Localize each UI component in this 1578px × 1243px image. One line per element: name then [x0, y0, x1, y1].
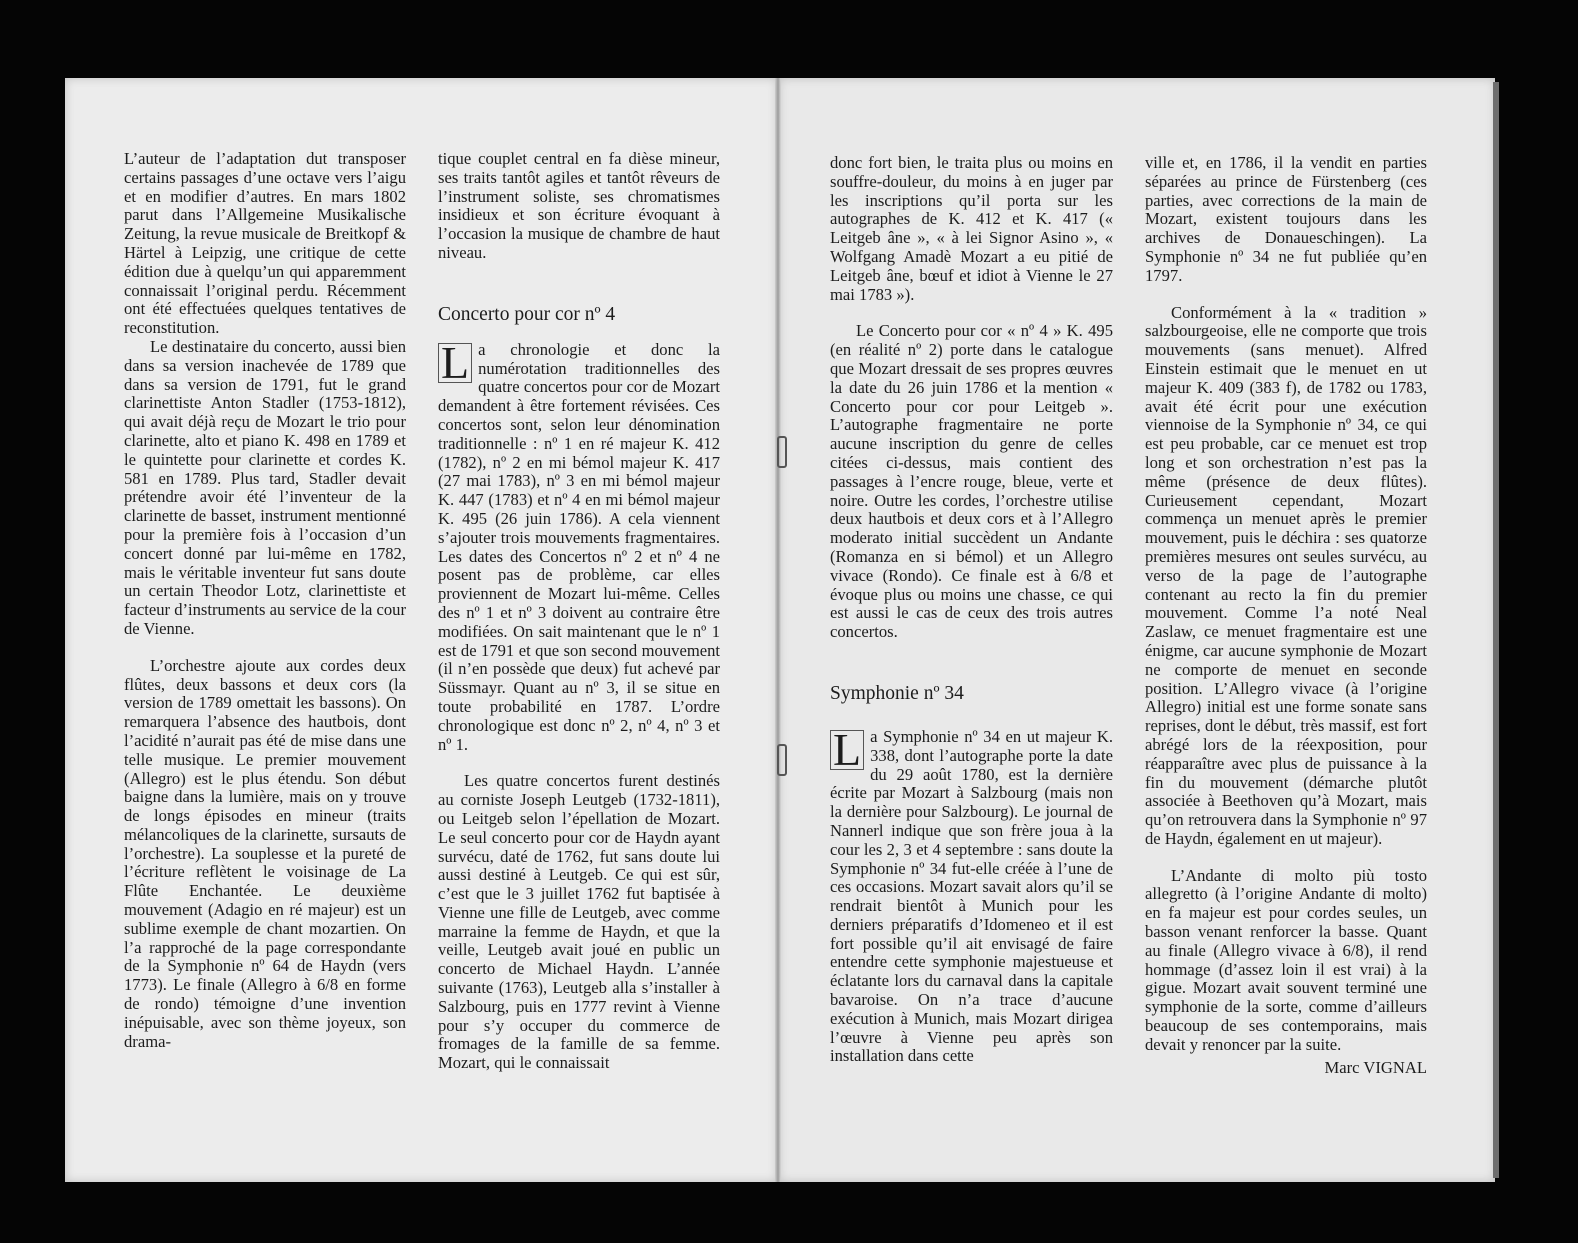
paragraph: Conformément à la « tradition » salzbourgeoise, elle ne comporte que trois mouvements (sans menuet). Alfred Einstein estimait que le menuet en ut majeur K. 409 (383 f), de 1782 ou 1783, avait été écrit pour une exécution viennoise de la Symphonie nº 34, ce qui est peu probable, car ce menuet est trop long et son orchestration n’est pas la même (présence de deux flûtes). Curieusement cependant, Mozart commença un menuet après le premier mouvement, puis le déchira : ses quatorze premières mesures ont seules survécu, au verso de la page de l’autographe contenant au recto la fin du premier mouvement. Comme l’a noté Neal Zaslaw, ce menuet fragmentaire est une énigme, car aucune symphonie de Mozart ne comporte de menuet en seconde position. L’Allegro vivace (à l’origine Allegro) initial est une forme sonate sans reprises, dont le début, très massif, est fort abrégé lors de la réexposition, pour réapparaître avec plus de puissance à la fin du mouvement (démarche plutôt associée à Beethoven qu’à Mozart, mais qu’on retrouvera dans la Symphonie nº 97 de Haydn, également en ut majeur).: [1145, 302, 1427, 848]
paragraph: a chronologie et donc la numérotation traditionnelles des quatre concertos pour cor de Mozart demandent à être fortement révisées. Ces concertos sont, selon leur dénomination traditionnelle : nº 1 en ré majeur K. 412 (1782), nº 2 en mi bémol majeur K. 417 (27 mai 1783), nº 3 en mi bémol majeur K. 447 (1783) et nº 4 en mi bémol majeur K. 495 (26 juin 1786). A cela viennent s’ajouter trois mouvements fragmentaires. Les dates des Concertos nº 2 et nº 4 ne posent pas de problème, car elles proviennent de Mozart lui-même. Celles des nº 1 et nº 3 doivent au contraire être modifiées. On sait maintenant que le nº 1 est de 1791 et que son second mouvement (il n’en possède que deux) fut achevé par Süssmayr. Quant au nº 3, il se situe en toute probabilité en 1787. L’ordre chronologique est donc nº 2, nº 4, nº 3 et nº 1.: [438, 339, 720, 754]
paragraph: Les quatre concertos furent destinés au corniste Joseph Leutgeb (1732-1811), ou Leitgeb selon l’épellation de Mozart. Le seul concerto pour cor de Haydn ayant survécu, daté de 1762, fut sans doute lui aussi destiné à Leutgeb. Ce qui est sûr, c’est que le 3 juillet 1762 fut baptisée à Vienne une fille de Leutgeb, avec comme marraine la femme de Haydn, et que la veille, Leutgeb avait joué en public un concerto de Michael Haydn. L’année suivante (1763), Leutgeb alla s’installer à Salzbourg, puis en 1777 revint à Vienne pour s’y occuper du commerce de fromages de la famille de sa femme. Mozart, qui le connaissait: [438, 771, 720, 1073]
drop-cap: L: [830, 730, 864, 770]
staple-bottom: [777, 744, 787, 776]
paragraph: ville et, en 1786, il la vendit en parties séparées au prince de Fürstenberg (ces parties, avec corrections de la main de Mozart, existent toujours dans les archives de Donaueschingen). La Symphonie nº 34 ne fut publiée qu’en 1797.: [1145, 153, 1427, 285]
paragraph: Le destinataire du concerto, aussi bien dans sa version inachevée de 1789 que dans sa version de 1791, fut le grand clarinettiste Anton Stadler (1753-1812), qui avait déjà reçu de Mozart le trio pour clarinette, alto et piano K. 498 en 1789 et le quintette pour clarinette et cordes K. 581 en 1789. Plus tard, Stadler devait prétendre avoir été l’inventeur de la clarinette de basset, instrument mentionné pour la première fois à l’occasion d’un concert donné par lui-même en 1782, mais le véritable inventeur fut sans doute un certain Theodor Lotz, clarinettiste et facteur d’instruments au service de la cour de Vienne.: [124, 336, 406, 638]
staple-top: [777, 436, 787, 468]
section-heading: Concerto pour cor nº 4: [438, 303, 616, 325]
paragraph: donc fort bien, le traita plus ou moins en souffre-douleur, du moins à en juger par les inscriptions qu’il porta sur les autographes de K. 412 et K. 417 (« Leitgeb âne », « à lei Signor Asino », « Wolfgang Amadè Mozart a eu pitié de Leitgeb âne, bœuf et idiot à Vienne le 27 mai 1783 »).: [830, 153, 1113, 304]
paragraph: L’orchestre ajoute aux cordes deux flûtes, deux bassons et deux cors (la version de 1789 omettait les bassons). On remarquera l’absence des hautbois, dont l’acidité n’aurait pas été de mise dans une telle musique. Le premier mouvement (Allegro) est le plus étendu. Son début baigne dans la lumière, mais on y trouve de longs épisodes en mineur (traits mélancoliques de la clarinette, sursauts de l’orchestre). La souplesse et la pureté de l’écriture reflètent le voisinage de La Flûte Enchantée. Le deuxième mouvement (Adagio en ré majeur) est un sublime exemple de chant mozartien. On l’a rapproché de la page correspondante de la Symphonie nº 64 de Haydn (vers 1773). Le finale (Allegro à 6/8 en forme de rondo) témoigne d’une invention inépuisable, avec son thème joyeux, son drama-: [124, 655, 406, 1051]
right-column-1: [830, 154, 1113, 1066]
booklet-spine: [775, 78, 781, 1182]
paragraph: tique couplet central en fa dièse mineur, ses traits tantôt agiles et tantôt rêveurs de l’instrument soliste, ses chromatismes insidieux et son écriture évoquant à l’occasion la musique de chambre de haut niveau.: [438, 149, 720, 262]
drop-cap: L: [438, 343, 472, 383]
paragraph: a Symphonie nº 34 en ut majeur K. 338, dont l’autographe porte la date du 29 août 1780, est la dernière écrite par Mozart à Salzbourg (mais non la dernière pour Salzbourg). Le journal de Nannerl indique que son frère joua à la cour les 2, 3 et 4 septembre : sans doute la Symphonie nº 34 fut-elle créée à l’une de ces occasions. Mozart savait alors qu’il se rendrait bientôt à Munich pour les derniers préparatifs d’Idomeneo et il est fort possible qu’il ait envisagé de faire entendre cette symphonie majestueuse et éclatante lors du carnaval dans la capitale bavaroise. On n’a trace d’aucune exécution à Munich, mais Mozart dirigea l’œuvre à Vienne peu après son installation dans cette: [830, 726, 1113, 1066]
author-signature: Marc VIGNAL: [1324, 1057, 1427, 1077]
left-column-1: [124, 150, 406, 1051]
paragraph: Le Concerto pour cor « nº 4 » K. 495 (en réalité nº 2) porte dans le catalogue que Mozart dressait de ses propres œuvres la date du 26 juin 1786 et la mention « Concerto pour cor pour Leitgeb ». L’autographe fragmentaire ne porte aucune inscription du genre de celles citées ci-dessus, mais contient des passages à l’encre rouge, bleue, verte et noire. Outre les cordes, l’orchestre utilise deux hautbois et deux cors et à l’Allegro moderato initial succèdent un Andante (Romanza en si bémol) et un Allegro vivace (Rondo). Ce finale est à 6/8 et évoque plus ou moins une chasse, ce qui est aussi le cas de ceux des trois autres concertos.: [830, 321, 1113, 642]
left-column-2: [438, 150, 720, 1073]
paragraph: L’Andante di molto più tosto allegretto (à l’origine Andante di molto) en fa majeur est pour cordes seules, un basson venant renforcer la basse. Quant au finale (Allegro vivace à 6/8), il rend hommage (d’assez loin il est vrai) à la gigue. Mozart avait souvent terminé une symphonie de la sorte, comme d’ailleurs beaucoup de ses contemporains, mais devait y renoncer par la suite.: [1145, 865, 1427, 1054]
section-heading: Symphonie nº 34: [830, 682, 964, 704]
page-edge: [1493, 82, 1499, 1178]
paragraph: L’auteur de l’adaptation dut transposer certains passages d’une octave vers l’aigu et en modifier d’autres. En mars 1802 parut dans l’Allgemeine Musikalische Zeitung, la revue musicale de Breitkopf & Härtel à Leipzig, une critique de cette édition due à quelqu’un qui apparemment connaissait l’original perdu. Récemment ont été effectuées quelques tentatives de reconstitution.: [124, 149, 406, 338]
right-column-2: [1145, 154, 1427, 1077]
